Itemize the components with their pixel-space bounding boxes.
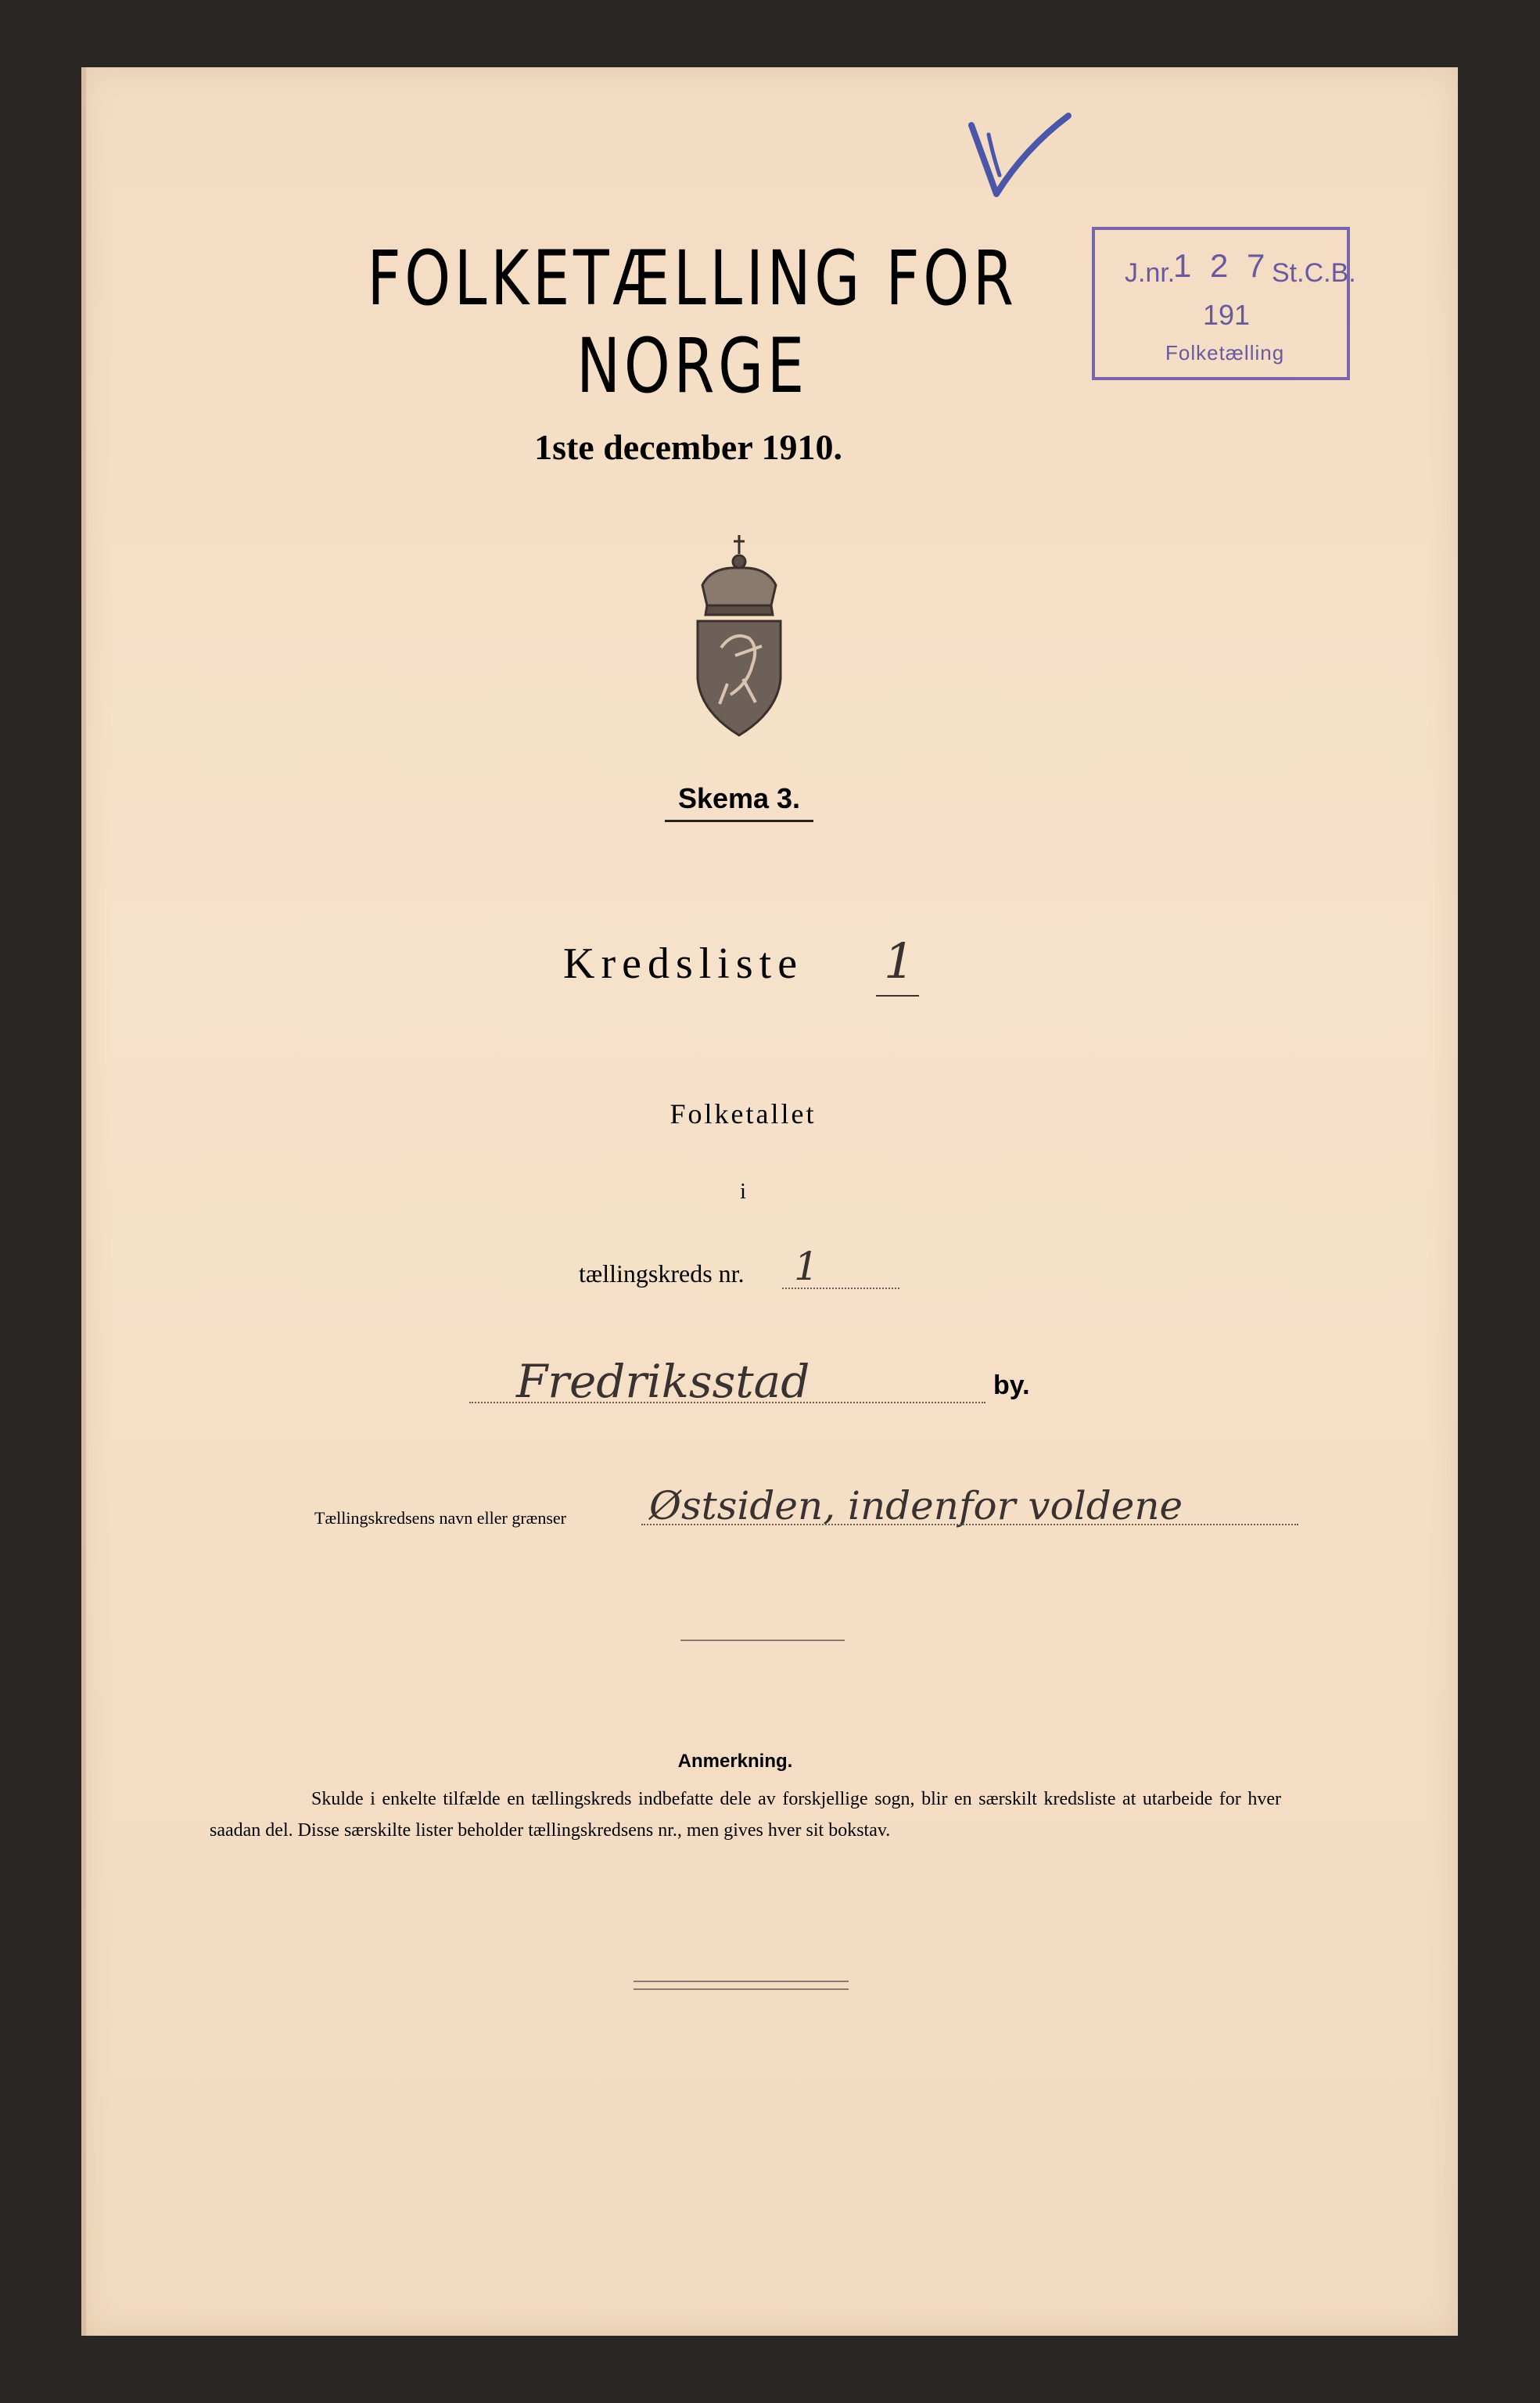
city-line [469, 1402, 985, 1403]
norwegian-coat-of-arms-icon [680, 530, 798, 742]
kredsliste-underline [876, 995, 919, 997]
kredsliste-handwritten: 1 [884, 932, 915, 990]
folketallet-label: Folketallet [669, 1098, 817, 1130]
anmerkning-title: Anmerkning. [677, 1751, 793, 1772]
kredsliste-label: Kredsliste [563, 939, 804, 988]
navn-line [641, 1524, 1298, 1525]
i-word: i [740, 1180, 746, 1204]
stamp-folketaelling: Folketælling [1165, 341, 1285, 365]
handwritten-checkmark-icon [962, 94, 1079, 211]
navn-label: Tællingskredsens navn eller grænser [314, 1508, 566, 1528]
sheet-edge [81, 67, 86, 2336]
skema-number: Skema 3. [665, 782, 813, 822]
stamp-jnr: J.nr. [1125, 258, 1176, 288]
archive-stamp [1092, 227, 1356, 380]
anmerkning-body: Skulde i enkelte tilfælde en tællingskreds indbefatte dele av forskjellige sogn, blir en særskilt kredsliste at utarbeide for hver saadan del. Disse særskilte lister beholder tællingskredsens nr., men gives hver sit bokstav. [210, 1789, 1281, 1841]
stamp-number: 1 2 7 [1173, 247, 1270, 284]
footer-rule-bottom [634, 1988, 849, 1990]
taellingskreds-line [782, 1288, 899, 1289]
form-title: FOLKETÆLLING FOR NORGE [367, 235, 1018, 410]
stamp-year: 191 [1203, 299, 1251, 331]
city-value: Fredriksstad [516, 1355, 810, 1408]
taellingskreds-value: 1 [794, 1244, 819, 1289]
by-word: by. [993, 1370, 1030, 1400]
navn-value: Østsiden, indenfor voldene [649, 1483, 1183, 1528]
census-date: 1ste december 1910. [534, 427, 842, 467]
divider-rule [680, 1640, 845, 1641]
footer-rule-top [634, 1981, 849, 1982]
taellingskreds-label: tællingskreds nr. [579, 1259, 745, 1288]
stamp-std: St.C.B. [1272, 258, 1356, 288]
